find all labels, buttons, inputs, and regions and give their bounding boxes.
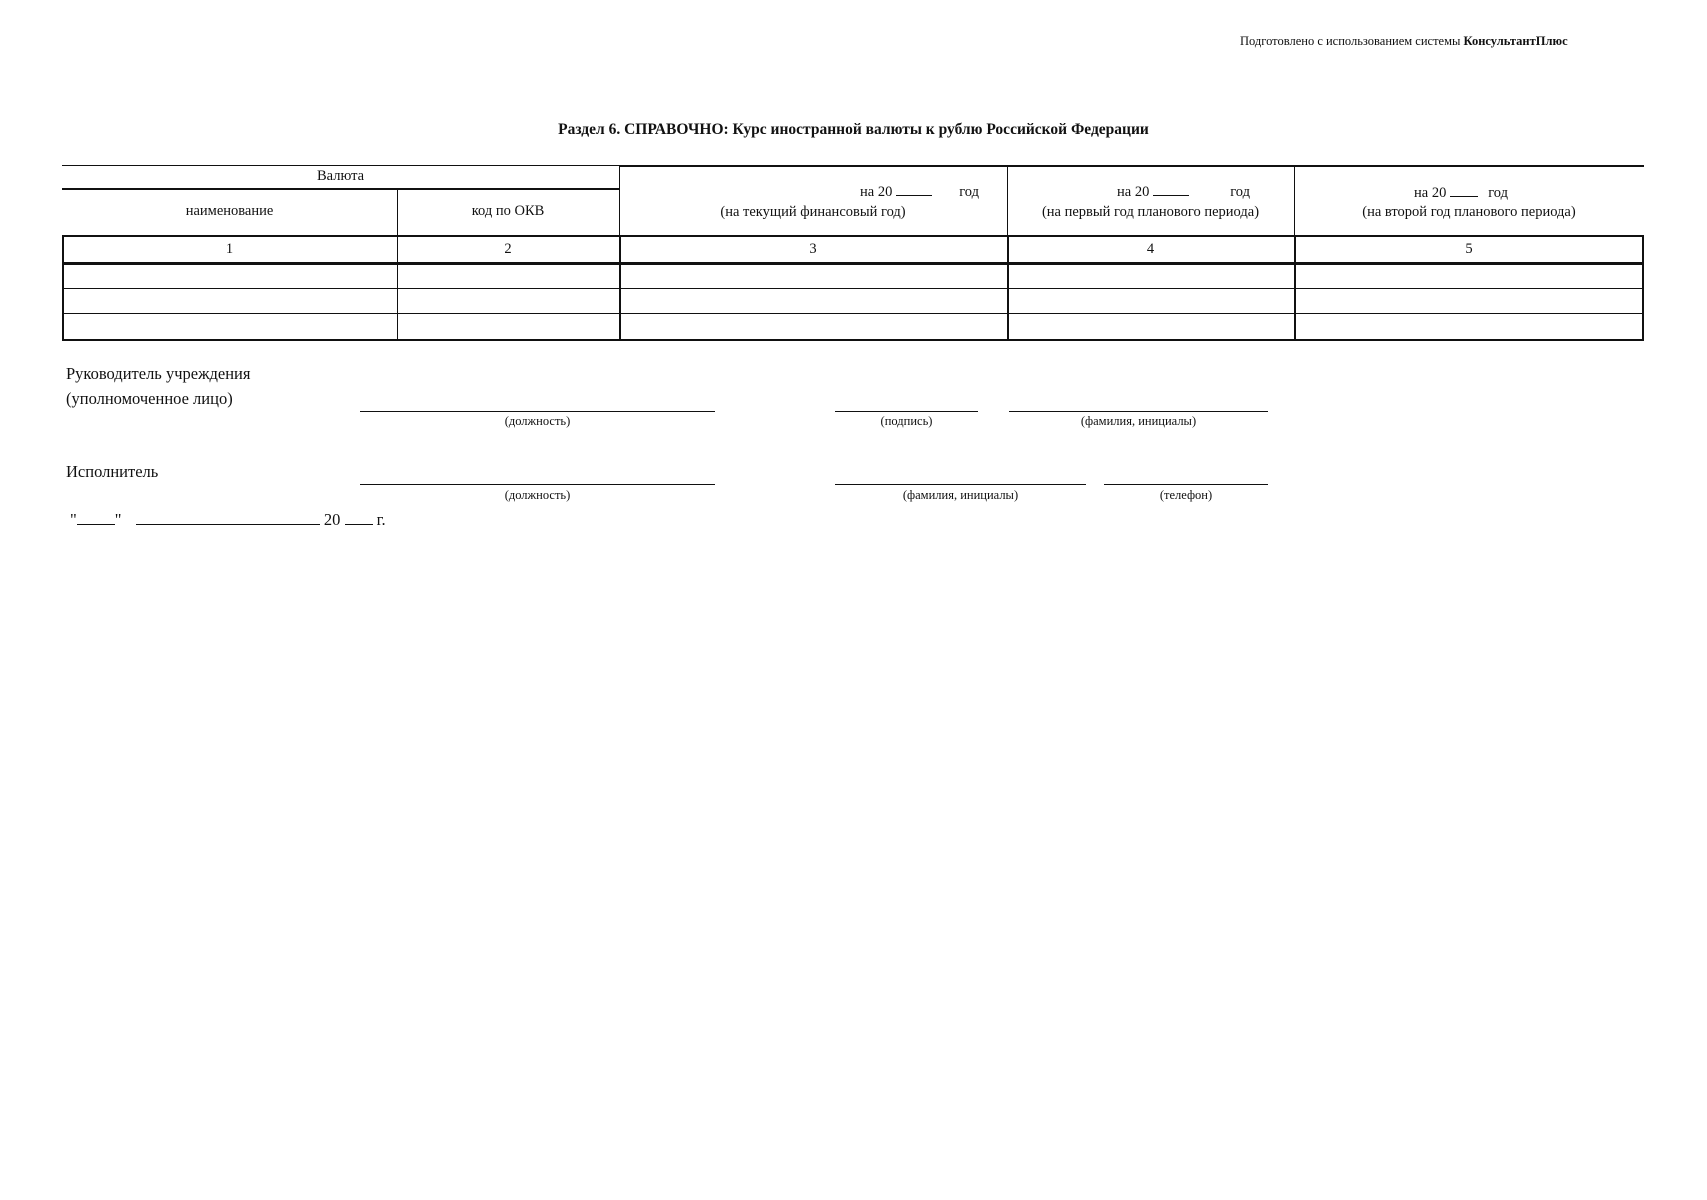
col4-year-blank [1153, 181, 1189, 196]
table-row-3-cell-rate-current[interactable] [623, 316, 1005, 338]
date-line [70, 508, 386, 530]
col-number-5: 5 [1465, 241, 1473, 257]
executor-label: Исполнитель [66, 462, 159, 481]
section-title: Раздел 6. СПРАВОЧНО: Курс иностранной валюты к рублю Российской Федерации [558, 121, 1149, 138]
header-top-line-left [62, 165, 619, 166]
col-number-4: 4 [1146, 241, 1155, 257]
header-code: код по ОКВ [471, 203, 545, 219]
notice-brand: КонсультантПлюс [1463, 34, 1568, 48]
head-label-line1: Руководитель учреждения [66, 364, 251, 383]
head-position-line[interactable] [360, 411, 715, 412]
header-col4-subtitle: (на первый год планового периода) [1041, 204, 1260, 220]
row-line-1 [62, 288, 1644, 289]
header-col5-subtitle: (на второй год планового периода) [1362, 204, 1576, 220]
col-number-3: 3 [809, 241, 817, 257]
table-row-2-cell-code[interactable] [400, 291, 617, 312]
col3-prefix: на 20 [860, 184, 893, 200]
header-col3-year [860, 181, 979, 201]
header-col4-year [1117, 181, 1250, 201]
header-currency: Валюта [316, 168, 365, 184]
col-number-1: 1 [225, 241, 234, 257]
table-row-2-cell-rate-second[interactable] [1298, 291, 1640, 312]
col4-suffix: год [1230, 184, 1250, 200]
header-name: наименование [185, 203, 274, 219]
header-vsep-4 [1294, 165, 1295, 235]
header-vsep-3 [1007, 165, 1008, 235]
date-day-blank[interactable] [77, 508, 115, 525]
head-name-caption: (фамилия, инициалы) [1080, 414, 1197, 428]
notice-text: Подготовлено с использованием системы [1240, 34, 1464, 48]
table-row-3-cell-rate-second[interactable] [1298, 316, 1640, 338]
col-number-2: 2 [504, 241, 512, 257]
table-row-1-cell-name[interactable] [66, 266, 395, 287]
date-close-quote: " [114, 510, 122, 529]
col5-year-blank [1450, 182, 1478, 197]
col4-prefix: на 20 [1117, 184, 1150, 200]
date-month-blank[interactable] [136, 508, 320, 525]
date-year-blank[interactable] [345, 508, 373, 525]
executor-name-line[interactable] [835, 484, 1086, 485]
currency-rate-table [0, 0, 1707, 360]
executor-position-line[interactable] [360, 484, 715, 485]
date-open-quote: " [70, 510, 77, 529]
header-col5-year [1414, 182, 1508, 202]
head-signature-caption: (подпись) [880, 414, 933, 428]
table-row-3-cell-name[interactable] [66, 316, 395, 338]
row-line-2 [62, 313, 1644, 314]
table-row-3-cell-rate-first[interactable] [1011, 316, 1292, 338]
col3-suffix: год [959, 184, 979, 200]
date-year-suffix: г. [376, 510, 386, 529]
table-row-2-cell-rate-first[interactable] [1011, 291, 1292, 312]
table-row-2-cell-rate-current[interactable] [623, 291, 1005, 312]
executor-phone-caption: (телефон) [1159, 488, 1213, 502]
header-group-line [62, 188, 619, 190]
table-row-1-cell-rate-second[interactable] [1298, 266, 1640, 287]
header-top-line-right [619, 165, 1644, 167]
header-vsep-2 [619, 165, 620, 235]
col5-suffix: год [1488, 185, 1508, 201]
head-position-caption: (должность) [504, 414, 571, 428]
table-row-3-cell-code[interactable] [400, 316, 617, 338]
head-label-line2: (уполномоченное лицо) [66, 389, 233, 408]
executor-position-caption: (должность) [504, 488, 571, 502]
col3-year-blank [896, 181, 932, 196]
head-name-line[interactable] [1009, 411, 1268, 412]
executor-phone-line[interactable] [1104, 484, 1268, 485]
table-row-1-cell-code[interactable] [400, 266, 617, 287]
table-row-1-cell-rate-current[interactable] [623, 266, 1005, 287]
numbers-row-bottom [62, 262, 1644, 265]
col5-prefix: на 20 [1414, 185, 1447, 201]
table-row-2-cell-name[interactable] [66, 291, 395, 312]
head-signature-line[interactable] [835, 411, 978, 412]
date-year-prefix: 20 [323, 510, 341, 529]
table-row-1-cell-rate-first[interactable] [1011, 266, 1292, 287]
executor-name-caption: (фамилия, инициалы) [902, 488, 1019, 502]
header-col3-subtitle: (на текущий финансовый год) [720, 204, 906, 220]
